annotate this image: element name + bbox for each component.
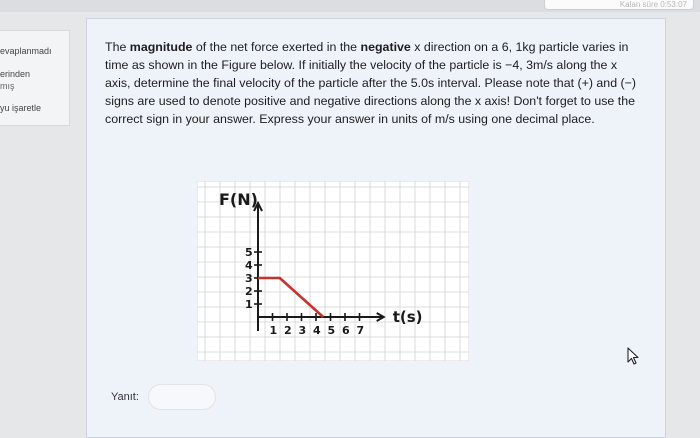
mouse-cursor-icon bbox=[626, 347, 640, 365]
x-axis-label: t(s) bbox=[392, 308, 423, 326]
x-tick-label: 7 bbox=[356, 324, 365, 337]
flag-question-link[interactable]: yu işaretle bbox=[0, 103, 42, 113]
x-tick-label: 2 bbox=[284, 324, 292, 337]
y-axis-label: F(N) bbox=[219, 190, 258, 209]
timer-display: Kalan süre 0:53:07 bbox=[544, 0, 694, 10]
question-text-part: x direction on a 6, 1kg particle varies in time as shown in the Figure below. If initially the velocity of the particle is −4, 3m/s along the x axis, determine the final velocity of the particle after the 5.0s interval. Please note that (+) and (−) signs are used to denote positive and negative directions along the x axis! Don't forget to use the correct sign in your answer. Express your answer in units of m/s using one decimal place. bbox=[105, 40, 637, 126]
top-strip bbox=[0, 0, 700, 12]
force-time-figure bbox=[197, 181, 469, 361]
answer-label: Yanıt: bbox=[111, 391, 139, 403]
question-points-label: erinden bbox=[0, 69, 31, 79]
x-tick-label: 3 bbox=[298, 324, 307, 337]
x-tick-label: 4 bbox=[313, 324, 321, 337]
question-text bbox=[105, 38, 640, 128]
y-tick-label: 4 bbox=[245, 259, 253, 272]
question-text-part: of the net force exerted in the bbox=[192, 40, 361, 54]
question-text-bold: negative bbox=[360, 40, 411, 54]
y-tick-label: 2 bbox=[245, 285, 253, 298]
y-tick-label: 5 bbox=[245, 246, 253, 259]
x-tick-label: 1 bbox=[269, 324, 278, 337]
y-tick-label: 1 bbox=[245, 298, 253, 311]
question-text-bold: magnitude bbox=[129, 40, 193, 54]
y-tick-label: 3 bbox=[245, 272, 253, 285]
x-tick-label: 6 bbox=[342, 324, 350, 337]
question-card bbox=[86, 18, 666, 438]
question-points-suffix: mış bbox=[0, 81, 15, 91]
question-text-part: The bbox=[105, 40, 130, 54]
answer-input[interactable] bbox=[148, 384, 216, 410]
question-status: evaplanmadı bbox=[0, 46, 52, 56]
question-info-panel bbox=[0, 30, 70, 126]
x-tick-label: 5 bbox=[327, 324, 336, 337]
